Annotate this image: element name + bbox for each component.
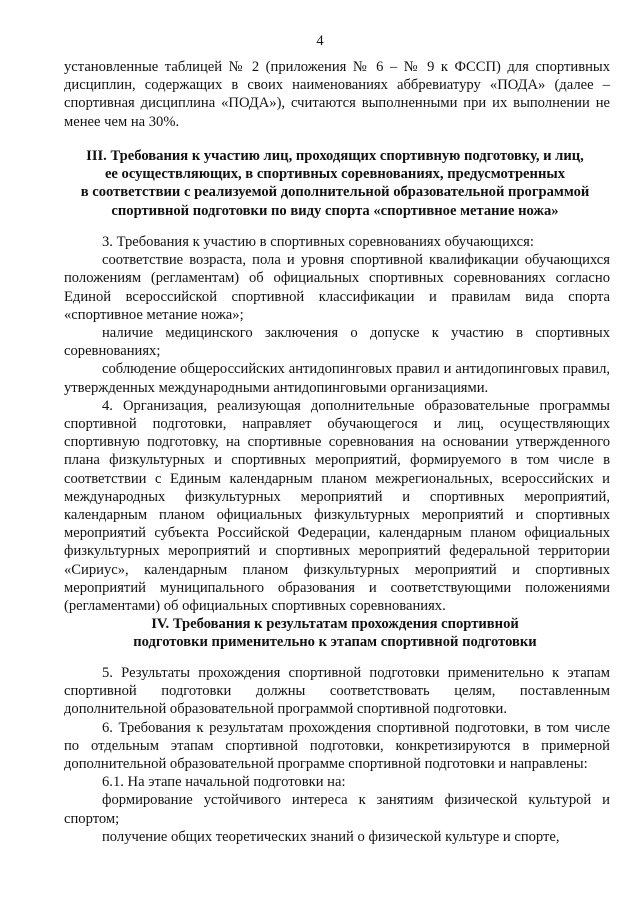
intro-paragraph-block xyxy=(64,58,610,131)
section-4-heading-line: подготовки применительно к этапам спортивной подготовки xyxy=(133,634,537,651)
paragraph-6: 6. Требования к результатам прохождения спортивной подготовки, в том числе по отдельным этапам спортивной подготовки, конкретизируются в примерной дополнительной образовательной программе спортивной подготовки и направлены: xyxy=(64,719,610,773)
section-3-heading xyxy=(40,147,630,220)
paragraph-3: 3. Требования к участию в спортивных соревнованиях обучающихся: xyxy=(102,234,534,250)
paragraph-4: 4. Организация, реализующая дополнительные образовательные программы спортивной подготовки, направляет обучающегося и лиц, осуществляющих спортивную подготовку, на спортивные соревнования на основании утвержденного плана физкультурных и спортивных мероприятий, формируемого в том числе в соответствии с Единым календарным планом межрегиональных, всероссийских и международных физкультурных мероприятий и спортивных мероприятий, календарным планом официальных физкультурных мероприятий и спортивных мероприятий субъекта Российской Федерации, календарным планом официальных физкультурных мероприятий и спортивных мероприятий федеральной территории «Сириус», календарным планом физкультурных мероприятий и спортивных мероприятий муниципального образования и соответствующими положениями (регламентами) об официальных спортивных соревнованиях. xyxy=(64,397,610,615)
paragraph-5: 5. Результаты прохождения спортивной подготовки применительно к этапам спортивной подготовки должны соответствовать целям, поставленным дополнительной образовательной программой спортивной подготовки. xyxy=(64,665,610,718)
paragraph-3-item-antidoping: соблюдение общероссийских антидопинговых правил и антидопинговых правил, утвержденных международными антидопинговыми организациями. xyxy=(64,361,610,396)
paragraph-3-item-age: соответствие возраста, пола и уровня спортивной квалификации обучающихся положениям (регламентам) об официальных спортивных соревнованиях согласно Единой всероссийской спортивной классификации и правилам вида спорта «спортивное метание ножа»; xyxy=(64,252,610,323)
paragraph-6-1-item-knowledge: получение общих теоретических знаний о физической культуре и спорте, xyxy=(102,828,560,845)
section-4-heading-line: IV. Требования к результатам прохождения спортивной xyxy=(151,616,519,632)
section-3-heading-line: в соответствии с реализуемой дополнительной образовательной программой xyxy=(80,184,590,201)
paragraph-6-1-item-interest: формирование устойчивого интереса к занятиям физической культурой и спортом; xyxy=(64,792,610,827)
section-3-body xyxy=(64,233,610,615)
section-4-heading xyxy=(40,615,630,651)
section-3-heading-line: ее осуществляющих, в спортивных соревнованиях, предусмотренных xyxy=(104,166,566,183)
paragraph-6-1: 6.1. На этапе начальной подготовки на: xyxy=(102,774,346,791)
section-4-body xyxy=(64,664,610,846)
section-3-heading-line: III. Требования к участию лиц, проходящих спортивную подготовку, и лиц, xyxy=(86,148,584,164)
paragraph-3-item-medical: наличие медицинского заключения о допуске к участию в спортивных соревнованиях; xyxy=(64,325,610,360)
intro-paragraph: установленные таблицей № 2 (приложения № 6 – № 9 к ФССП) для спортивных дисциплин, содержащих в своих наименованиях аббревиатуру «ПОДА» (далее – спортивная дисциплина «ПОДА»), считаются выполненными при их выполнении не менее чем на 30%. xyxy=(64,59,610,130)
page-number: 4 xyxy=(316,33,324,49)
section-3-heading-line: спортивной подготовки по виду спорта «спортивное метание ножа» xyxy=(111,202,559,219)
